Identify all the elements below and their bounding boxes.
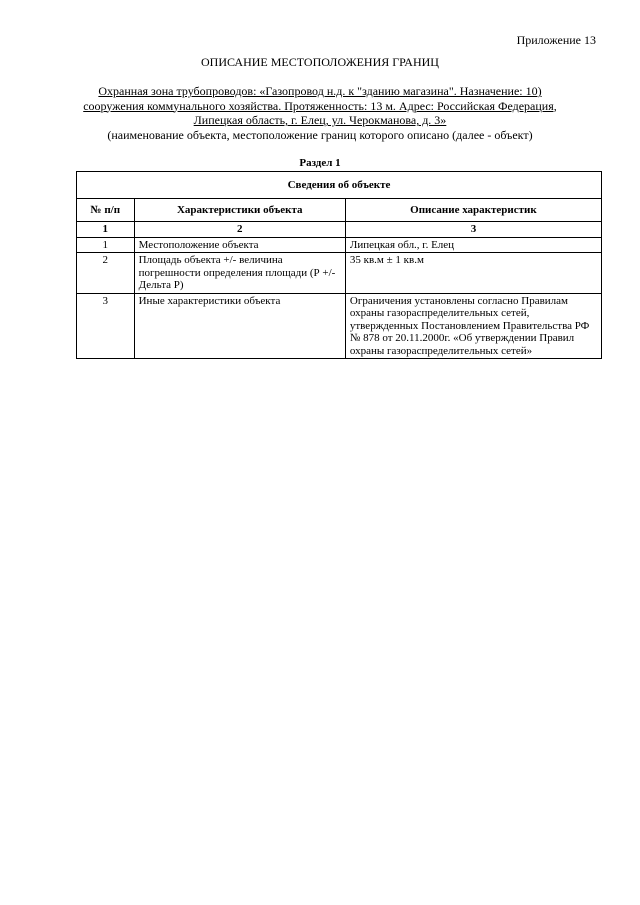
column-header-characteristic: Характеристики объекта <box>134 199 345 222</box>
document-title: ОПИСАНИЕ МЕСТОПОЛОЖЕНИЯ ГРАНИЦ <box>201 55 439 69</box>
column-header-description: Описание характеристик <box>345 199 601 222</box>
object-caption: (наименование объекта, местоположение границ которого описано (далее - объект) <box>107 127 533 142</box>
column-numbers-row <box>77 222 602 238</box>
object-name-line-2: сооружения коммунального хозяйства. Протяженность: 13 м. Адрес: Российская Федерация, <box>83 98 557 113</box>
row-description: Ограничения установлены согласно Правилам охраны газораспределительных сетей, утвержденных Постановлением Правительства РФ № 878 от 20.11.2000г. «Об утверждении Правил охраны газораспределительных сетей» <box>345 293 601 359</box>
object-name-line-1: Охранная зона трубопроводов: «Газопровод н.д. к "зданию магазина". Назначение: 10) <box>98 84 542 98</box>
object-info-table <box>76 171 602 359</box>
row-num: 3 <box>77 293 135 359</box>
column-number-1: 1 <box>77 222 135 238</box>
table-row <box>77 293 602 359</box>
appendix-label: Приложение 13 <box>516 33 596 47</box>
row-characteristic: Площадь объекта +/- величина погрешности определения площади (Р +/- Дельта Р) <box>134 253 345 294</box>
table-header-row <box>77 199 602 222</box>
table-row <box>77 237 602 253</box>
row-num: 1 <box>77 237 135 253</box>
column-number-3: 3 <box>345 222 601 238</box>
object-description <box>60 84 580 142</box>
table-title: Сведения об объекте <box>77 172 602 199</box>
row-description: 35 кв.м ± 1 кв.м <box>345 253 601 294</box>
object-name-line-3: Липецкая область, г. Елец, ул. Черокманова, д. 3» <box>193 113 447 127</box>
table-title-row <box>77 172 602 199</box>
column-number-2: 2 <box>134 222 345 238</box>
section-title: Раздел 1 <box>299 157 341 169</box>
row-description: Липецкая обл., г. Елец <box>345 237 601 253</box>
row-characteristic: Иные характеристики объекта <box>134 293 345 359</box>
row-num: 2 <box>77 253 135 294</box>
column-header-num: № п/п <box>77 199 135 222</box>
row-characteristic: Местоположение объекта <box>134 237 345 253</box>
table-row <box>77 253 602 294</box>
